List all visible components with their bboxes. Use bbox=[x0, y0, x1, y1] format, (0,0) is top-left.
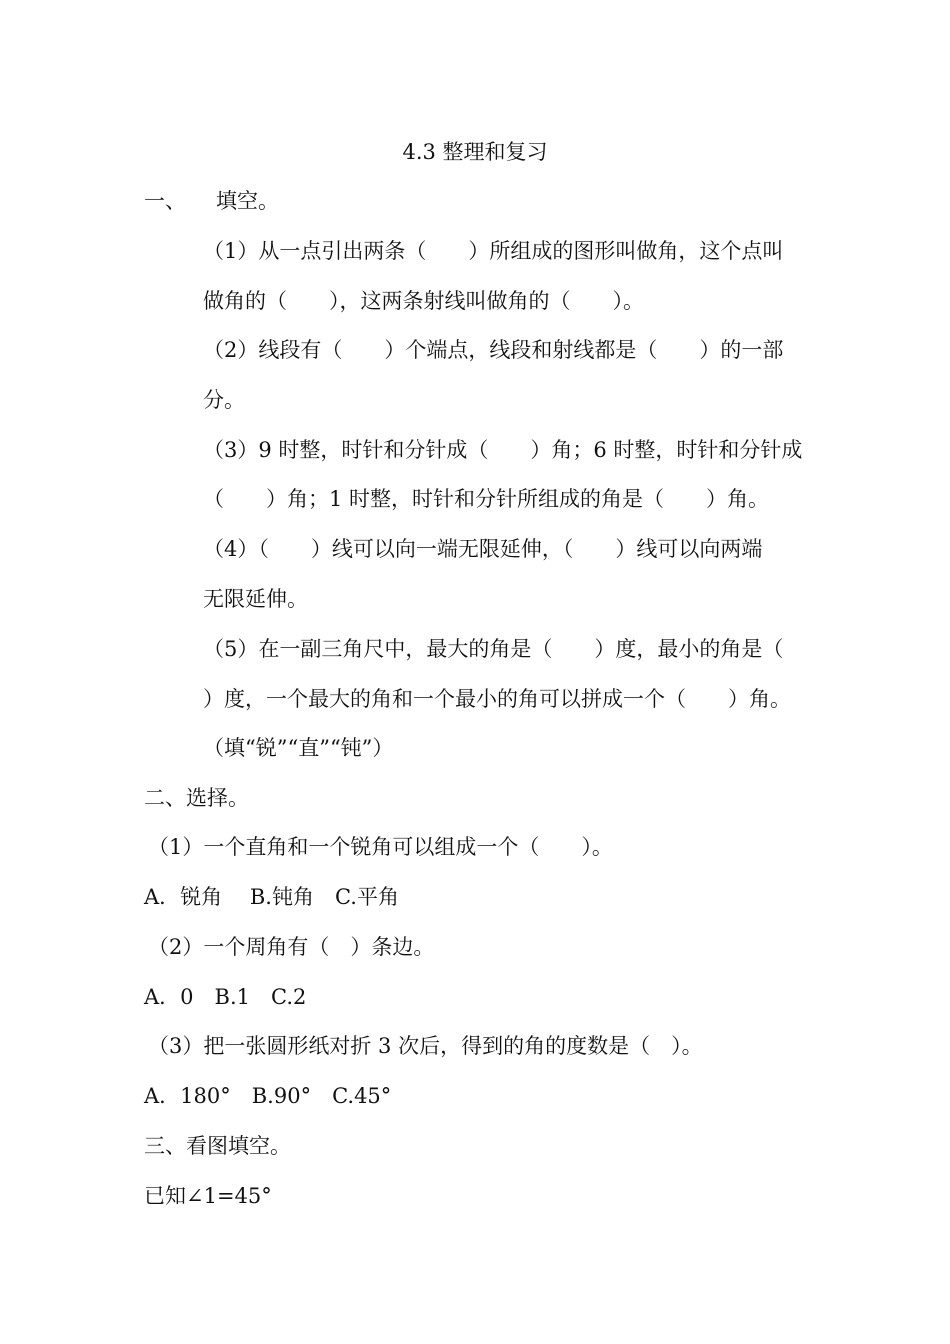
fill-q1-line1: （1）从一点引出两条（ ）所组成的图形叫做角，这个点叫 bbox=[203, 239, 784, 263]
section-1-heading bbox=[144, 188, 279, 214]
choice-q1-options: A．锐角 B.钝角 C.平角 bbox=[144, 885, 399, 909]
fill-q5-line1: （5）在一副三角尺中，最大的角是（ ）度，最小的角是（ bbox=[203, 637, 784, 661]
fill-q4-line1: （4）（ ）线可以向一端无限延伸，（ ）线可以向两端 bbox=[203, 537, 763, 561]
fill-q1-line2: 做角的（ ），这两条射线叫做角的（ ）。 bbox=[203, 289, 644, 313]
section-1-number: 一、 bbox=[144, 189, 186, 213]
fill-q3-line2: （ ）角；1 时整，时针和分针所组成的角是（ ）角。 bbox=[203, 487, 770, 511]
given-angle: 已知∠1=45° bbox=[144, 1184, 272, 1208]
choice-q3-options: A．180° B.90° C.45° bbox=[144, 1084, 392, 1108]
section-1-title: 填空。 bbox=[216, 189, 279, 213]
choice-q3: （3）把一张圆形纸对折 3 次后，得到的角的度数是（ ）。 bbox=[148, 1034, 703, 1058]
section-2-heading: 二、选择。 bbox=[144, 786, 249, 810]
fill-q4-line2: 无限延伸。 bbox=[203, 587, 308, 611]
choice-q1: （1）一个直角和一个锐角可以组成一个（ ）。 bbox=[148, 835, 613, 859]
page-title: 4.3 整理和复习 bbox=[402, 140, 548, 164]
choice-q2-options: A．0 B.1 C.2 bbox=[144, 985, 307, 1009]
fill-q2-line1: （2）线段有（ ）个端点，线段和射线都是（ ）的一部 bbox=[203, 338, 784, 362]
fill-q5-line3: （填“锐”“直”“钝”） bbox=[203, 736, 394, 760]
fill-q2-line2: 分。 bbox=[203, 388, 245, 412]
fill-q3-line1: （3）9 时整，时针和分针成（ ）角；6 时整，时针和分针成 bbox=[203, 438, 803, 462]
section-3-heading: 三、看图填空。 bbox=[144, 1134, 291, 1158]
fill-q5-line2: ）度，一个最大的角和一个最小的角可以拼成一个（ ）角。 bbox=[203, 687, 791, 711]
choice-q2: （2）一个周角有（ ）条边。 bbox=[148, 935, 435, 959]
